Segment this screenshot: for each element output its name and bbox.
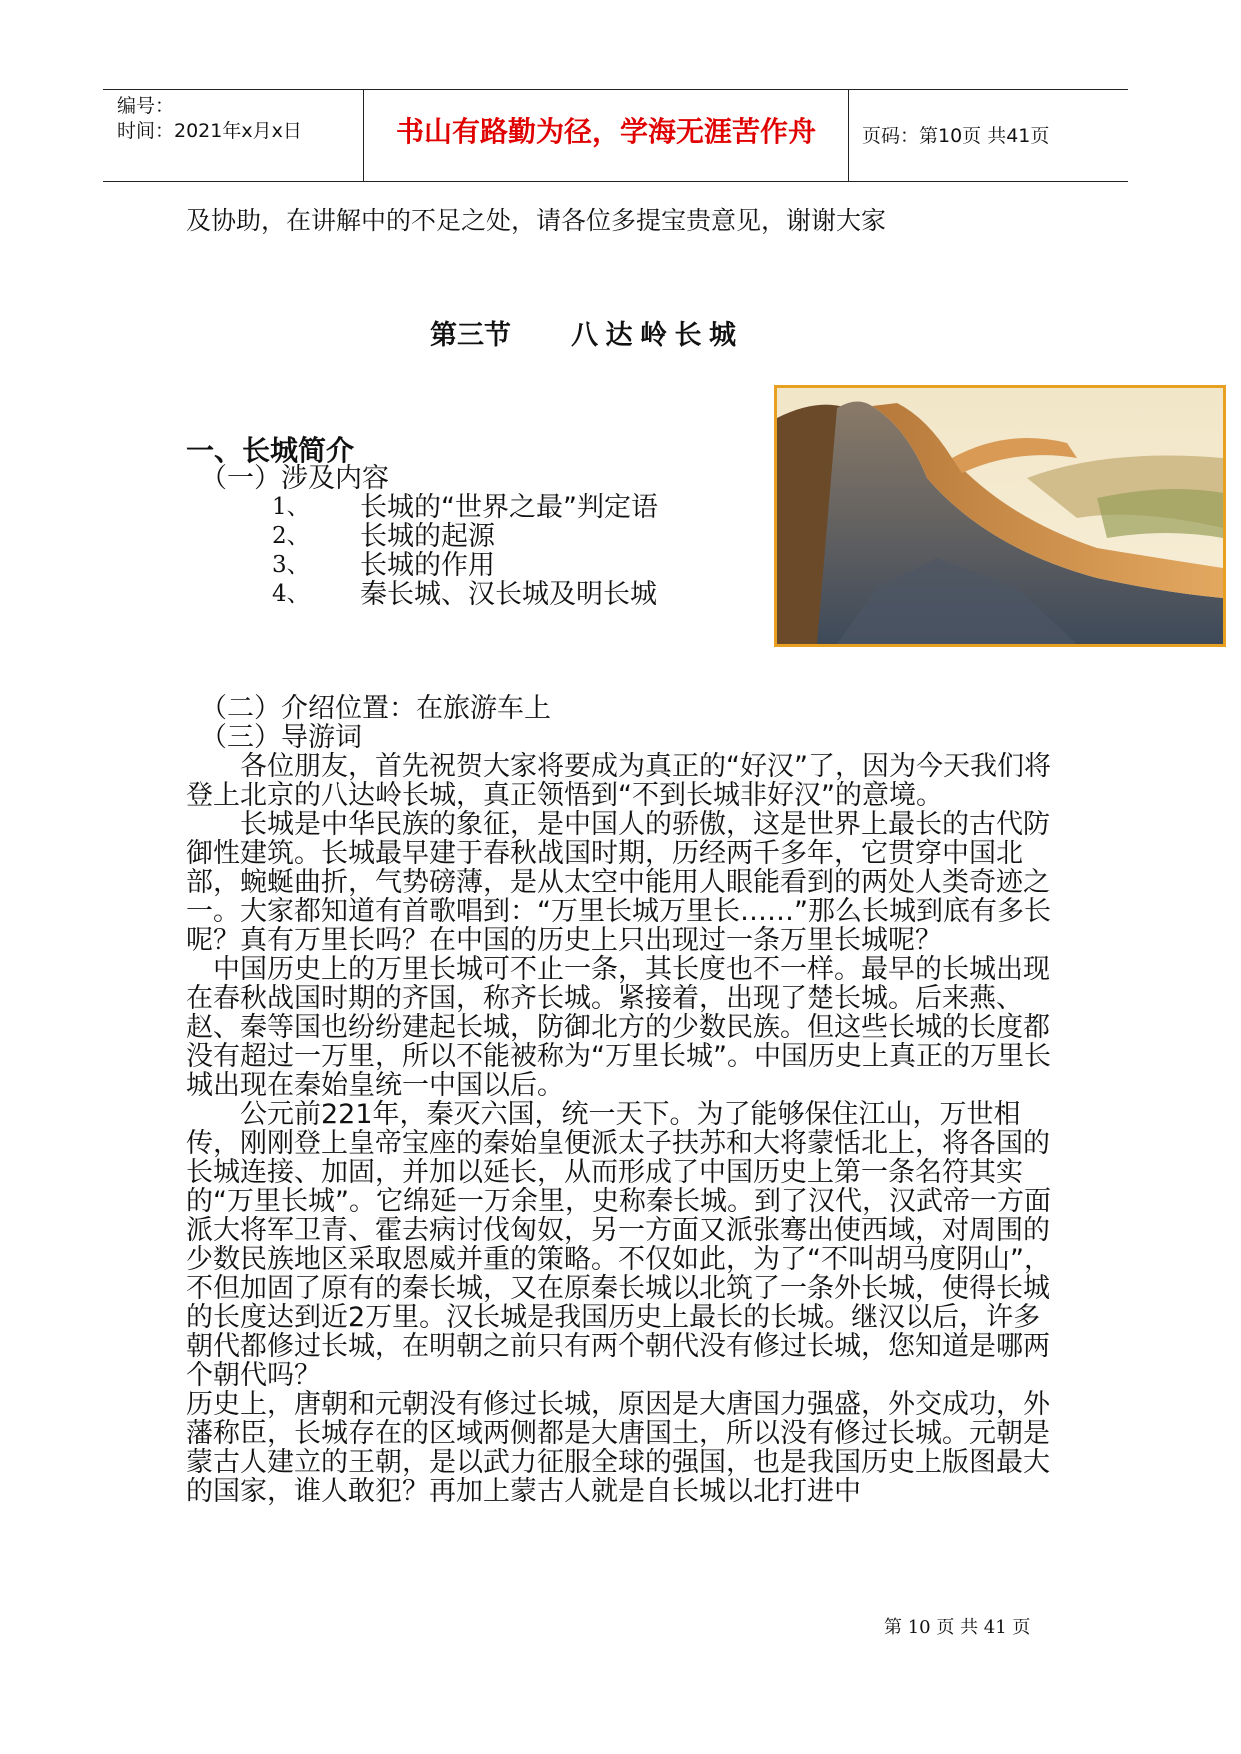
great-wall-illustration xyxy=(777,388,1223,644)
header-meta xyxy=(117,94,302,144)
paragraph: 中国历史上的万里长城可不止一条，其长度也不一样。最早的长城出现在春秋战国时期的齐国，称齐长城。紧接着，出现了楚长城。后来燕、赵、秦等国也纷纷建起长城，防御北方的少数民族。但这些长城的长度都没有超过一万里，所以不能被称为“万里长城”。中国历史上真正的万里长城出现在秦始皇统一中国以后。 xyxy=(186,954,1051,1101)
list-number: 1、 xyxy=(272,494,310,520)
paragraph: 公元前221年，秦灭六国，统一天下。为了能够保住江山，万世相传，刚刚登上皇帝宝座的秦始皇便派太子扶苏和大将蒙恬北上，将各国的长城连接、加固，并加以延长，从而形成了中国历史上第一条名符其实的“万里长城”。它绵延一万余里，史称秦长城。到了汉代，汉武帝一方面派大将军卫青、霍去病讨伐匈奴，另一方面又派张骞出使西域，对周围的少数民族地区采取恩威并重的策略。不仅如此，为了“不叫胡马度阴山”，不但加固了原有的秦长城，又在原秦长城以北筑了一条外长城，使得长城的长度达到近2万里。汉长城是我国历史上最长的长城。继汉以后，许多朝代都修过长城，在明朝之前只有两个朝代没有修过长城，您知道是哪两个朝代吗？ xyxy=(186,1099,1051,1391)
list-number: 3、 xyxy=(272,552,310,578)
sub-heading-location: （二）介绍位置：在旅游车上 xyxy=(200,693,551,724)
list-text: 长城的作用 xyxy=(360,550,495,581)
paragraph: 历史上，唐朝和元朝没有修过长城，原因是大唐国力强盛，外交成功，外藩称臣，长城存在的区域两侧都是大唐国土，所以没有修过长城。元朝是蒙古人建立的王朝，是以武力征服全球的强国，也是我国历史上版图最大的国家，谁人敢犯？再加上蒙古人就是自长城以北打进中 xyxy=(186,1389,1050,1507)
list-text: 长城的“世界之最”判定语 xyxy=(360,492,658,523)
sub-heading-script: （三）导游词 xyxy=(200,722,362,753)
header-motto: 书山有路勤为径，学海无涯苦作舟 xyxy=(395,115,816,148)
content-list xyxy=(272,493,658,609)
list-text: 秦长城、汉长城及明长城 xyxy=(360,579,657,610)
header-divider-right xyxy=(848,89,849,181)
sub-heading-content: （一）涉及内容 xyxy=(200,463,389,494)
list-text: 长城的起源 xyxy=(360,521,495,552)
header-divider-left xyxy=(363,89,364,181)
guide-script-body xyxy=(186,752,1056,1506)
header-bottom-rule xyxy=(103,181,1128,182)
header-top-rule xyxy=(103,89,1128,90)
header-page-info: 页码：第10页 共41页 xyxy=(862,125,1050,147)
list-item xyxy=(272,522,658,551)
section-title: 第三节 八 达 岭 长 城 xyxy=(430,320,737,350)
date-label: 时间：2021年x月x日 xyxy=(117,120,302,142)
continuation-text: 及协助，在讲解中的不足之处，请各位多提宝贵意见，谢谢大家 xyxy=(186,206,887,235)
great-wall-photo xyxy=(774,385,1226,647)
list-item xyxy=(272,493,658,522)
list-item xyxy=(272,551,658,580)
heading-wall-intro: 一、长城简介 xyxy=(186,434,355,467)
list-number: 2、 xyxy=(272,523,310,549)
paragraph: 长城是中华民族的象征，是中国人的骄傲，这是世界上最长的古代防御性建筑。长城最早建于春秋战国时期，历经两千多年，它贯穿中国北部，蜿蜒曲折，气势磅薄，是从太空中能用人眼能看到的两处人类奇迹之一。大家都知道有首歌唱到：“万里长城万里长……”那么长城到底有多长呢？真有万里长吗？在中国的历史上只出现过一条万里长城呢？ xyxy=(186,809,1051,956)
list-item xyxy=(272,580,658,609)
paragraph: 各位朋友，首先祝贺大家将要成为真正的“好汉”了，因为今天我们将登上北京的八达岭长城，真正领悟到“不到长城非好汉”的意境。 xyxy=(186,751,1051,811)
list-number: 4、 xyxy=(272,581,310,607)
serial-label: 编号： xyxy=(117,95,175,117)
page-footer: 第 10 页 共 41 页 xyxy=(884,1617,1031,1638)
